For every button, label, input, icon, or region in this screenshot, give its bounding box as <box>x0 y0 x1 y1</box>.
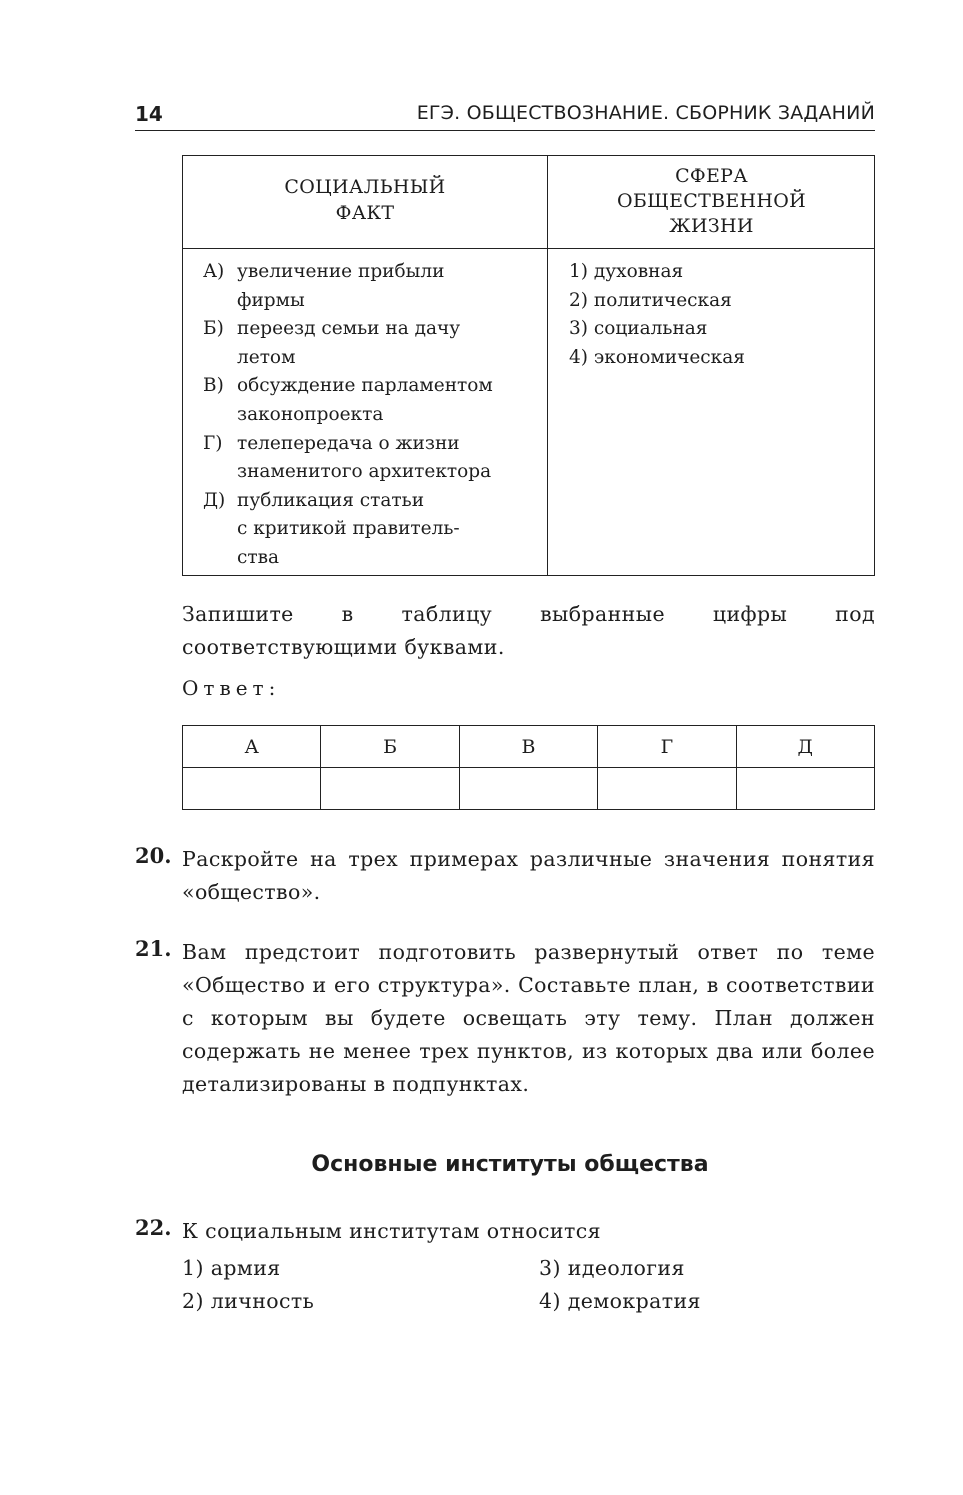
page-number: 14 <box>135 102 163 126</box>
answer-cell-a[interactable] <box>183 768 321 810</box>
table-divider-horizontal <box>183 248 874 249</box>
option-1: 1) армия <box>182 1256 281 1280</box>
table-divider-vertical <box>547 156 548 575</box>
option-4: 4) демократия <box>539 1289 701 1313</box>
instruction-text: Запишите в таблицу выбранные цифры под соответствующими буквами. <box>182 602 875 659</box>
answer-cell-v[interactable] <box>459 768 597 810</box>
spheres-list <box>569 258 869 372</box>
answer-header-g: Г <box>598 726 736 768</box>
list-item: Д) публикация статьи с критикой правитель- ства <box>203 489 460 568</box>
question-21-text: Вам предстоит подготовить развернутый ответ по теме «Общество и его структура». Составьте план, в соответствии с которым вы будете освещать эту тему. План должен содержать не менее трех пунктов, из которых два или более детализированы в подпунктах. <box>182 940 875 1096</box>
option-2: 2) личность <box>182 1289 315 1313</box>
answer-table <box>182 725 875 810</box>
question-22-text: К социальным институтам относится <box>182 1219 601 1243</box>
question-21-number: 21. <box>135 936 172 961</box>
column-header-social-fact: СОЦИАЛЬНЫЙ ФАКТ <box>284 176 446 224</box>
list-item: 2) политическая <box>569 289 732 311</box>
list-item: 4) экономическая <box>569 346 745 368</box>
question-20-number: 20. <box>135 843 172 868</box>
answer-cell-d[interactable] <box>736 768 874 810</box>
answer-header-d: Д <box>736 726 874 768</box>
answer-cell-b[interactable] <box>321 768 459 810</box>
answer-header-a: А <box>183 726 321 768</box>
social-facts-list <box>203 258 543 573</box>
list-item: 3) социальная <box>569 318 708 340</box>
list-item: Г) телепередача о жизни знаменитого архитектора <box>203 432 492 483</box>
list-item: А) увеличение прибыли фирмы <box>203 261 445 311</box>
matching-table <box>182 155 875 576</box>
running-title: ЕГЭ. ОБЩЕСТВОЗНАНИЕ. СБОРНИК ЗАДАНИЙ <box>416 102 875 124</box>
answer-header-v: В <box>459 726 597 768</box>
page-header <box>135 100 875 131</box>
column-header-sphere: СФЕРА ОБЩЕСТВЕННОЙ ЖИЗНИ <box>616 165 807 237</box>
answer-cell-g[interactable] <box>598 768 736 810</box>
answer-header-b: Б <box>321 726 459 768</box>
answer-label: Ответ: <box>182 676 281 700</box>
section-title: Основные институты общества <box>311 1152 709 1177</box>
table-row <box>183 726 875 768</box>
table-row <box>183 768 875 810</box>
list-item: 1) духовная <box>569 261 684 282</box>
question-20-text: Раскройте на трех примерах различные значения понятия «общество». <box>182 847 875 904</box>
option-3: 3) идеология <box>539 1256 685 1280</box>
list-item: В) обсуждение парламентом законопроекта <box>203 375 493 425</box>
list-item: Б) переезд семьи на дачу летом <box>203 318 461 368</box>
question-22-number: 22. <box>135 1215 172 1240</box>
